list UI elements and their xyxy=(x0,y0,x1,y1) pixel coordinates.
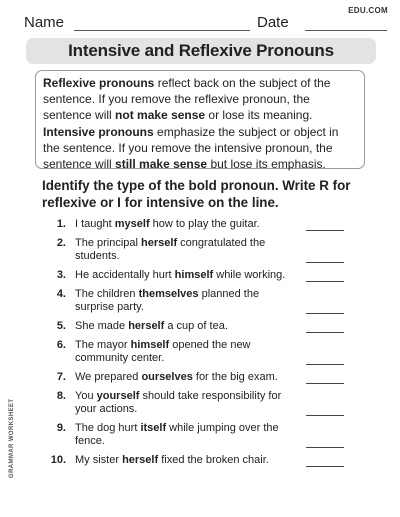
date-line[interactable] xyxy=(305,30,387,31)
question-text-before: The dog hurt xyxy=(75,422,141,434)
question-text-before: The principal xyxy=(75,237,142,249)
intro-segment: or lose its meaning. xyxy=(205,108,313,123)
question-number: 7. xyxy=(56,371,66,383)
bold-pronoun: herself xyxy=(141,237,178,249)
question-item xyxy=(40,320,350,333)
question-text-before: We prepared xyxy=(75,371,142,383)
question-text-before: I taught xyxy=(75,218,115,230)
question-number: 8. xyxy=(56,390,66,402)
title-bar xyxy=(26,38,376,64)
bold-pronoun: themselves xyxy=(138,288,199,300)
intro-key-term: Reflexive pronouns xyxy=(43,76,155,90)
question-text xyxy=(40,371,288,384)
question-number: 2. xyxy=(56,237,66,249)
brand-logo: EDU.COM xyxy=(348,6,388,15)
question-text-before: My sister xyxy=(75,454,123,466)
intro-box xyxy=(35,70,365,172)
page-title: Intensive and Reflexive Pronouns xyxy=(68,41,334,60)
name-line[interactable] xyxy=(74,30,250,31)
question-item xyxy=(40,339,350,365)
question-text-after: while working. xyxy=(213,269,286,281)
bold-pronoun: himself xyxy=(174,269,214,281)
question-text-before: The children xyxy=(75,288,139,300)
answer-line[interactable] xyxy=(306,466,344,467)
question-text xyxy=(40,320,288,333)
intro-text xyxy=(43,75,358,172)
question-item xyxy=(40,288,350,314)
answer-line[interactable] xyxy=(306,383,344,384)
question-text-before: She made xyxy=(75,320,129,332)
date-label: Date xyxy=(257,14,289,31)
answer-line[interactable] xyxy=(306,364,344,365)
bold-pronoun: herself xyxy=(122,454,159,466)
question-text-after: how to play the guitar. xyxy=(149,218,260,230)
bold-pronoun: ourselves xyxy=(141,371,193,383)
answer-line[interactable] xyxy=(306,313,344,314)
intro-key-term: Intensive pronouns xyxy=(43,124,154,139)
intro-segment: but lose its emphasis. xyxy=(207,157,326,172)
question-text xyxy=(40,422,288,448)
intro-key-term: still make sense xyxy=(115,157,208,172)
name-label: Name xyxy=(24,14,65,31)
question-text xyxy=(40,237,288,263)
question-text-after: opened the new community center. xyxy=(75,339,251,364)
question-text xyxy=(40,339,288,365)
answer-line[interactable] xyxy=(306,415,344,416)
question-number: 10. xyxy=(50,454,66,466)
bold-pronoun: herself xyxy=(128,320,165,332)
question-number: 5. xyxy=(56,320,66,332)
question-item xyxy=(40,422,350,448)
question-text-after: should take responsibility for your actions. xyxy=(75,390,282,415)
question-item xyxy=(40,371,350,384)
question-text-after: a cup of tea. xyxy=(164,320,228,332)
side-label: GRAMMAR WORKSHEET xyxy=(9,398,15,478)
header xyxy=(20,14,390,34)
question-item xyxy=(40,237,350,263)
answer-line[interactable] xyxy=(306,262,344,263)
intro-segment: reflect back on the subject of the sentence. If you remove the reflexive pronoun, the sentence will xyxy=(43,76,331,123)
question-number: 4. xyxy=(56,288,66,300)
question-text-after: for the big exam. xyxy=(192,371,278,383)
question-list xyxy=(40,218,350,473)
question-item xyxy=(40,390,350,416)
question-text-after: congratulated the students. xyxy=(75,237,266,262)
question-text-before: You xyxy=(75,390,97,402)
question-item xyxy=(40,218,350,231)
bold-pronoun: yourself xyxy=(96,390,140,402)
answer-line[interactable] xyxy=(306,281,344,282)
question-number: 3. xyxy=(56,269,66,281)
answer-line[interactable] xyxy=(306,332,344,333)
question-number: 9. xyxy=(56,422,66,434)
bold-pronoun: itself xyxy=(140,422,167,434)
bold-pronoun: himself xyxy=(130,339,170,351)
question-item xyxy=(40,269,350,282)
answer-line[interactable] xyxy=(306,447,344,448)
question-text xyxy=(40,269,288,282)
question-text-before: He accidentally hurt xyxy=(75,269,175,281)
question-text xyxy=(40,218,288,231)
bold-pronoun: myself xyxy=(114,218,150,230)
question-item xyxy=(40,454,350,467)
question-text-after: fixed the broken chair. xyxy=(158,454,269,466)
question-number: 1. xyxy=(56,218,66,230)
instructions: Identify the type of the bold pronoun. Write R for reflexive or I for intensive on the line. xyxy=(42,178,351,210)
question-number: 6. xyxy=(56,339,66,351)
question-text xyxy=(40,454,288,467)
question-text-after: planned the surprise party. xyxy=(75,288,260,313)
question-text-after: while jumping over the fence. xyxy=(75,422,279,447)
answer-line[interactable] xyxy=(306,230,344,231)
intro-key-term: not make sense xyxy=(115,108,206,123)
question-text-before: The mayor xyxy=(75,339,131,351)
intro-segment: emphasize the subject or object in the sentence. If you remove the intensive pronoun, the sentence will xyxy=(43,124,339,172)
question-text xyxy=(40,288,288,314)
question-text xyxy=(40,390,288,416)
